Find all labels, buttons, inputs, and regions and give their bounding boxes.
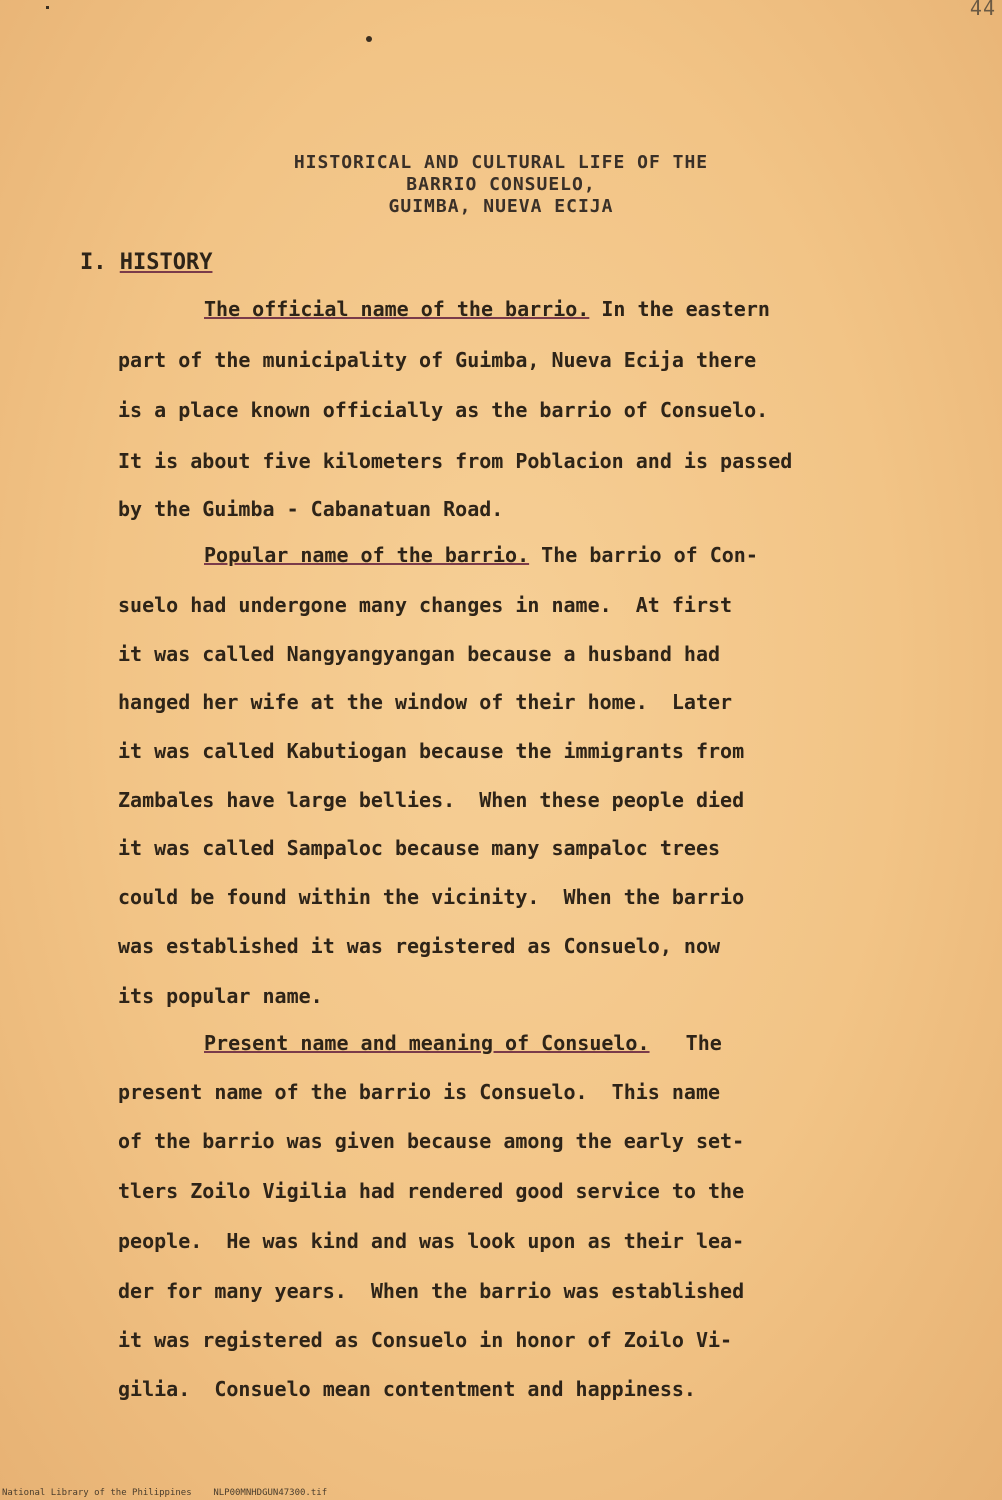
paragraph-2-line-1	[204, 542, 758, 568]
paragraph-2-text: The barrio of Con-	[529, 543, 758, 567]
punch-dot	[366, 36, 372, 42]
paragraph-2-subtitle: Popular name of the barrio.	[204, 543, 530, 567]
title-line-3: GUIMBA, NUEVA ECIJA	[388, 196, 614, 217]
speck-mark	[46, 6, 49, 9]
paragraph-1-line-1	[204, 296, 770, 322]
paragraph-3-line-7: it was registered as Consuelo in honor of Zoilo Vi-	[118, 1328, 733, 1352]
paragraph-1-line-4: It is about five kilometers from Poblacion and is passed	[118, 449, 793, 473]
paragraph-1-line-5: by the Guimba - Cabanatuan Road.	[118, 497, 504, 521]
paragraph-3-line-2: present name of the barrio is Consuelo. This name	[118, 1080, 721, 1104]
paragraph-1-line-2: part of the municipality of Guimba, Nueva Ecija there	[118, 348, 757, 372]
paragraph-1-line-3: is a place known officially as the barrio of Consuelo.	[118, 398, 769, 422]
paragraph-3-line-3: of the barrio was given because among the early set-	[118, 1129, 745, 1153]
section-number: I.	[80, 250, 107, 275]
title-line-2: BARRIO CONSUELO,	[406, 174, 596, 195]
paragraph-3-line-6: der for many years. When the barrio was established	[118, 1279, 745, 1303]
section-heading	[80, 250, 212, 275]
paragraph-3-text: The	[649, 1031, 722, 1055]
paragraph-3-line-8: gilia. Consuelo mean contentment and happiness.	[118, 1377, 696, 1401]
page-corner-number: 44	[969, 0, 996, 20]
paragraph-2-line-4: hanged her wife at the window of their home. Later	[118, 690, 733, 714]
paragraph-2-line-7: it was called Sampaloc because many sampaloc trees	[118, 836, 721, 860]
paragraph-2-line-8: could be found within the vicinity. When the barrio	[118, 885, 745, 909]
title-line-1: HISTORICAL AND CULTURAL LIFE OF THE	[293, 152, 709, 173]
paragraph-3-line-5: people. He was kind and was look upon as their lea-	[118, 1229, 745, 1253]
paragraph-3-line-4: tlers Zoilo Vigilia had rendered good service to the	[118, 1179, 745, 1203]
paragraph-1-text: In the eastern	[589, 297, 770, 321]
paragraph-1-subtitle: The official name of the barrio.	[204, 297, 590, 321]
paragraph-2-line-10: its popular name.	[118, 984, 323, 1008]
paragraph-2-line-2: suelo had undergone many changes in name. At first	[118, 593, 733, 617]
paragraph-3-subtitle: Present name and meaning of Consuelo.	[204, 1031, 650, 1055]
paragraph-2-line-9: was established it was registered as Consuelo, now	[118, 934, 721, 958]
paragraph-3-line-1	[204, 1030, 722, 1056]
paragraph-2-line-5: it was called Kabutiogan because the immigrants from	[118, 739, 745, 763]
paragraph-2-line-6: Zambales have large bellies. When these people died	[118, 788, 745, 812]
paragraph-2-line-3: it was called Nangyangyangan because a husband had	[118, 642, 721, 666]
section-label: HISTORY	[119, 250, 213, 275]
archive-footer: National Library of the Philippines NLP00MNHDGUN47300.tif	[2, 1488, 328, 1498]
